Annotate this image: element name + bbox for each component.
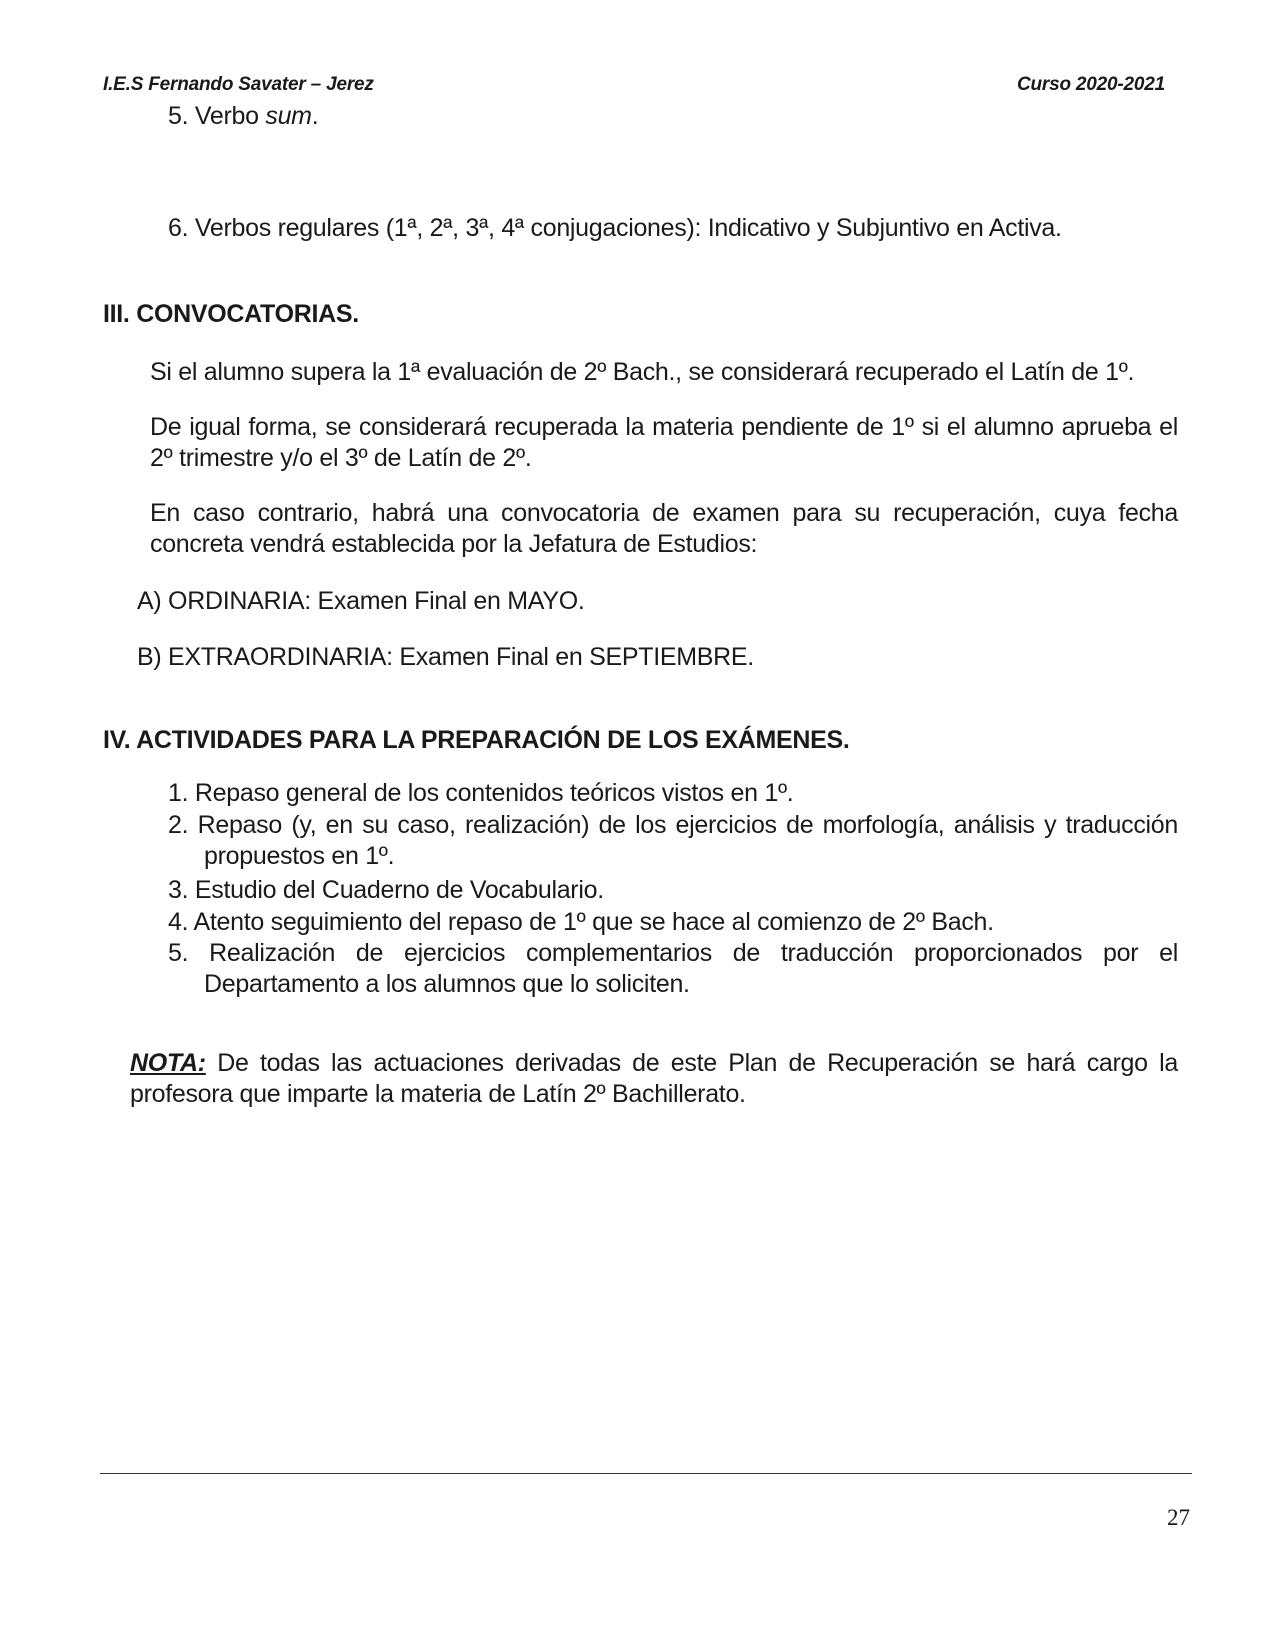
list-item-italic-text: sum bbox=[265, 102, 312, 130]
nota-label: NOTA: bbox=[130, 1049, 206, 1077]
list-item-text: . bbox=[311, 102, 319, 130]
section-heading-convocatorias: III. CONVOCATORIAS. bbox=[103, 300, 359, 328]
activity-item-2 bbox=[168, 810, 1178, 872]
activity-item-2-text: 2. Repaso (y, en su caso, realización) de los ejercicios de morfología, análisis y traducción propuestos en 1º. bbox=[168, 811, 1178, 870]
list-item-text: 5. Verbo bbox=[168, 102, 266, 130]
list-item-verbos-regulares: 6. Verbos regulares (1ª, 2ª, 3ª, 4ª conjugaciones): Indicativo y Subjuntivo en Activa. bbox=[168, 214, 1062, 242]
option-ordinaria: A) ORDINARIA: Examen Final en MAYO. bbox=[137, 587, 585, 615]
page-number: 27 bbox=[1167, 1505, 1190, 1530]
activity-item-5-text: 5. Realización de ejercicios complementarios de traducción proporcionados por el Departamento a los alumnos que lo soliciten. bbox=[168, 939, 1178, 998]
paragraph-igual-forma: De igual forma, se considerará recuperada la materia pendiente de 1º si el alumno aprueba el 2º trimestre y/o el 3º de Latín de 2º. bbox=[150, 413, 1178, 472]
activity-item-1: 1. Repaso general de los contenidos teóricos vistos en 1º. bbox=[168, 779, 794, 807]
activity-item-3: 3. Estudio del Cuaderno de Vocabulario. bbox=[168, 876, 604, 904]
footer-divider bbox=[100, 1473, 1192, 1474]
activity-item-4: 4. Atento seguimiento del repaso de 1º que se hace al comienzo de 2º Bach. bbox=[168, 908, 994, 936]
header-course: Curso 2020-2021 bbox=[1016, 74, 1165, 95]
option-extraordinaria: B) EXTRAORDINARIA: Examen Final en SEPTIEMBRE. bbox=[137, 643, 754, 671]
paragraph-primera-evaluacion: Si el alumno supera la 1ª evaluación de 2º Bach., se considerará recuperado el Latín de 1º. bbox=[150, 358, 1135, 386]
activity-item-5 bbox=[168, 938, 1178, 1000]
nota-paragraph bbox=[130, 1048, 1178, 1110]
nota-text: De todas las actuaciones derivadas de este Plan de Recuperación se hará cargo la profesora que imparte la materia de Latín 2º Bachillerato. bbox=[130, 1049, 1178, 1108]
header-school: I.E.S Fernando Savater – Jerez bbox=[103, 74, 374, 95]
list-item-verbo-sum bbox=[168, 100, 318, 132]
section-heading-actividades: IV. ACTIVIDADES PARA LA PREPARACIÓN DE LOS EXÁMENES. bbox=[103, 726, 850, 754]
paragraph-caso-contrario: En caso contrario, habrá una convocatoria de examen para su recuperación, cuya fecha concreta vendrá establecida por la Jefatura de Estudios: bbox=[150, 499, 1178, 558]
